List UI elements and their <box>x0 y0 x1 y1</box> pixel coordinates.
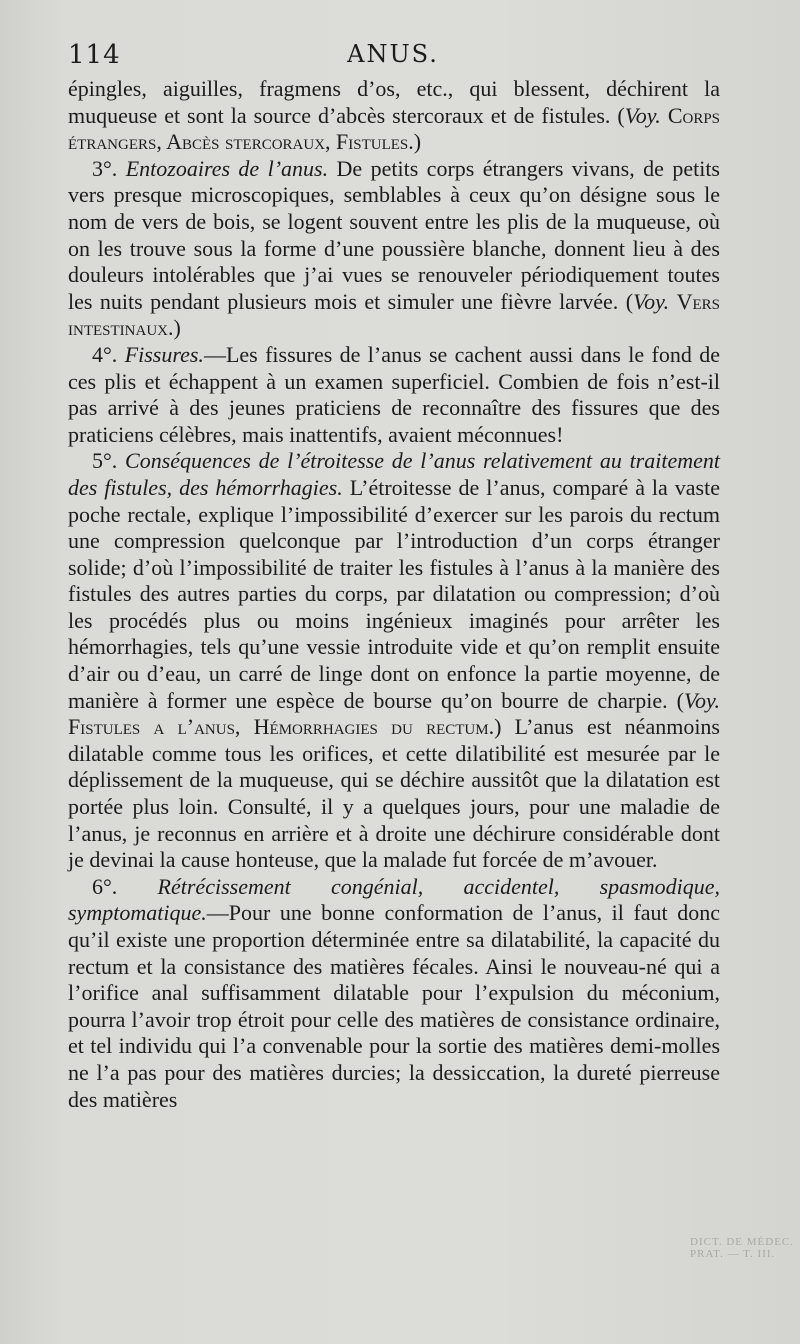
italic-text: Fissures. <box>124 341 204 367</box>
small-caps-reference: Corps étrangers, Abcès stercoraux, Fistules. <box>68 102 721 155</box>
page-header <box>68 40 718 74</box>
small-caps-reference: Fistules a l’anus, Hémorrhagies du rectum. <box>68 714 495 740</box>
paragraph <box>68 76 720 156</box>
text-run: ) <box>413 129 422 155</box>
text-run <box>669 289 676 314</box>
text-run: —Pour une bonne conformation de l’anus, il faut donc qu’il existe une proportion déterminée entre sa dilatabilité, la capacité du rectum et la consistance des matières fécales. Ainsi le nouveau-né qui a l’orifice anal suffisamment dilatable pour l’expulsion du méconium, pourra l’avoir trop étroit pour celle des matières de consistance ordinaire, et tel individu qui l’a convenable pour la sortie des matières demi-molles ne l’a pas pour des matières durcies; la dessiccation, la dureté pierreuse des matières <box>68 900 720 1112</box>
text-run: épingles, aiguilles, fragmens d’os, etc., qui blessent, déchirent la muqueuse et sont la source d’abcès stercoraux et de fistules. ( <box>68 76 720 128</box>
text-run: 6°. <box>92 873 158 899</box>
text-run: 3°. <box>92 155 126 181</box>
signature-mark: DICT. DE MÉDEC. PRAT. — T. III. <box>690 1236 795 1260</box>
text-run <box>661 103 668 128</box>
running-title: ANUS. <box>347 40 439 68</box>
italic-text: Rétrécissement congénial, accidentel, spasmodique, symptomatique. <box>68 873 720 926</box>
text-run: 5°. <box>92 448 126 474</box>
text-run: L’étroitesse de l’anus, comparé à la vaste poche rectale, explique l’impossibilité d’exercer sur les parois du rectum une compression quelconque par l’introduction d’un corps étranger solide; d’où l’impossibilité de traiter les fistules à l’anus à la manière des fistules des autres parties du corps, par dilatation ou compression; d’où les procédés plus ou moins ingénieux imaginés pour arrêter les hémorrhagies, tels qu’une vessie introduite vide et qu’on remplit ensuite d’air ou d’eau, un carré de linge dont on enfonce la partie moyenne, de manière à former une espèce de bourse qu’on bourre de charpie. ( <box>68 474 720 713</box>
text-run: De petits corps étrangers vivans, de petits vers presque microscopiques, semblables à ceux qu’on désigne sous le nom de vers de bois, se logent souvent entre les plis de la muqueuse, où on les trouve sous la forme d’une poussière blanche, donnent lieu à des douleurs intolérables que j’ai vues se renouveler périodiquement toutes les nuits pendant plusieurs mois et simuler une fièvre larvée. ( <box>68 155 720 314</box>
text-run: ) <box>173 315 181 341</box>
paragraph <box>68 448 720 874</box>
body-text <box>68 76 720 1113</box>
italic-text: Conséquences de l’étroitesse de l’anus relativement au traitement des fistules, des hémorrhagies. <box>68 448 720 500</box>
text-run: —Les fissures de l’anus se cachent aussi dans le fond de ces plis et échappent à un examen superficiel. Combien de fois n’est-il pas arrivé à des jeunes praticiens de reconnaître des fissures que des praticiens célèbres, mais inattentifs, avaient méconnues! <box>68 341 720 447</box>
page-number: 114 <box>68 40 121 70</box>
text-run: 4°. <box>92 341 125 367</box>
italic-text: Entozoaires de l’anus. <box>125 155 329 181</box>
text-run: ) L’anus est néanmoins dilatable comme tous les orifices, et cette dilatibilité est mesurée par le déplissement de la muqueuse, qui se déchire aussitôt que la dilatation est portée plus loin. Consulté, il y a quelques jours, pour une maladie de l’anus, je reconnus en arrière et à droite une déchirure considérable dont je devinai la cause honteuse, que la malade fut forcée de m’avouer. <box>68 714 720 873</box>
italic-text: Voy. <box>683 687 720 713</box>
paragraph <box>68 156 720 342</box>
paragraph <box>68 874 720 1113</box>
italic-text: Voy. <box>624 102 661 128</box>
small-caps-reference: Vers intestinaux. <box>68 288 720 341</box>
paragraph <box>68 342 720 448</box>
italic-text: Voy. <box>633 288 670 314</box>
